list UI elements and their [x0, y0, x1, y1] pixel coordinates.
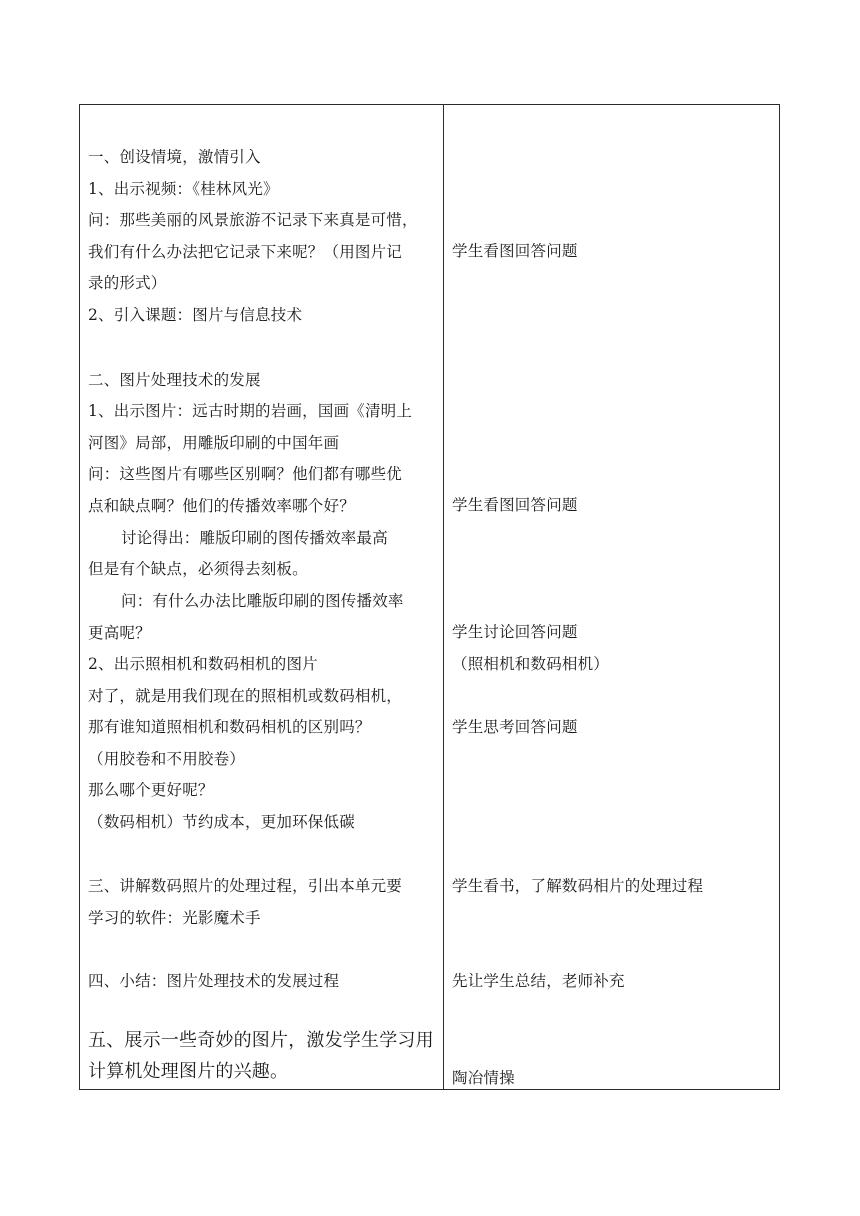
right-text-line: 学生讨论回答问题 — [452, 623, 578, 641]
left-text-line: 我们有什么办法把它记录下来呢？（用图片记 — [88, 243, 403, 261]
left-text-line: 问：那些美丽的风景旅游不记录下来真是可惜， — [88, 211, 418, 229]
section-heading-4: 四、小结：图片处理技术的发展过程 — [88, 972, 340, 990]
column-divider — [443, 105, 444, 1089]
left-text-line: 河图》局部，用雕版印刷的中国年画 — [88, 434, 340, 452]
right-text-line: 先让学生总结，老师补充 — [452, 972, 625, 990]
left-text-line: 但是有个缺点，必须得去刻板。 — [88, 560, 308, 578]
left-text-line: 录的形式） — [88, 274, 167, 292]
left-text-line: 讨论得出：雕版印刷的图传播效率最高 — [121, 529, 388, 547]
left-text-line: 那么哪个更好呢？ — [88, 781, 214, 799]
left-text-line: 对了，就是用我们现在的照相机或数码相机， — [88, 687, 403, 705]
right-text-line: 学生看图回答问题 — [452, 496, 578, 514]
right-text-line: 学生看图回答问题 — [452, 242, 578, 260]
left-text-line: （数码相机）节约成本，更加环保低碳 — [88, 813, 355, 831]
right-text-line: （照相机和数码相机） — [452, 655, 610, 673]
left-text-line: 1、出示视频：《桂林风光》 — [88, 180, 279, 198]
right-text-line: 学生看书，了解数码相片的处理过程 — [452, 877, 704, 895]
left-text-line: 计算机处理图片的兴趣。 — [88, 1061, 289, 1082]
left-text-line: 点和缺点啊？他们的传播效率哪个好？ — [88, 497, 355, 515]
right-text-line: 学生思考回答问题 — [452, 718, 578, 736]
left-text-line: 问：这些图片有哪些区别啊？他们都有哪些优 — [88, 465, 403, 483]
left-text-line: 2、引入课题：图片与信息技术 — [88, 306, 303, 324]
left-text-line: 学习的软件：光影魔术手 — [88, 909, 261, 927]
section-heading-1: 一、创设情境，激情引入 — [88, 148, 261, 166]
right-text-line: 陶冶情操 — [452, 1069, 515, 1087]
section-heading-2: 二、图片处理技术的发展 — [88, 371, 261, 389]
section-heading-5: 五、展示一些奇妙的图片，激发学生学习用 — [88, 1030, 434, 1051]
left-text-line: 更高呢？ — [88, 624, 151, 642]
left-text-line: 1、出示图片：远古时期的岩画，国画《清明上 — [88, 402, 413, 420]
left-text-line: 那有谁知道照相机和数码相机的区别吗？ — [88, 718, 371, 736]
left-text-line: 2、出示照相机和数码相机的图片 — [88, 655, 318, 673]
left-text-line: （用胶卷和不用胶卷） — [88, 750, 246, 768]
section-heading-3: 三、讲解数码照片的处理过程，引出本单元要 — [88, 877, 403, 895]
left-text-line: 问：有什么办法比雕版印刷的图传播效率 — [121, 592, 404, 610]
